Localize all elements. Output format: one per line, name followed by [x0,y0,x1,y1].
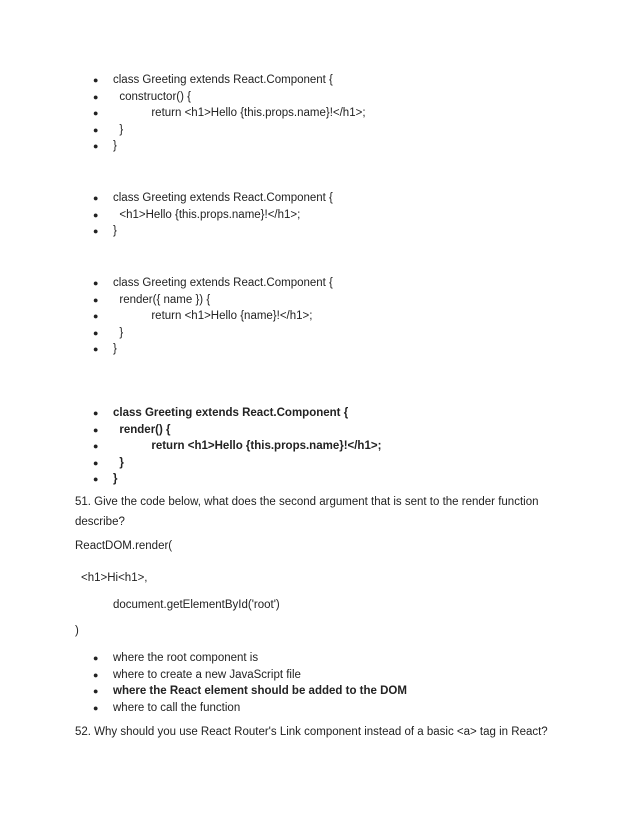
bullet: ● [93,408,99,418]
document-page: ● class Greeting extends React.Component { ● constructor() { ● return <h1>Hello {this.props.name}!</h1>; ● } ● } ● class Greeting extends React.Component { ● <h1>Hello {this.props.name}!</h1>; ● } ● class Greeting extends React.Component { ● render({ name }) { ● return <h1>Hello {name}!</h1>; ● } ● } ● class Greeting extends React.Component { ● render() { ● return <h1>Hello {this.props.name}!</h1>; ● } ● } 51. Give the code below, what does the second argument that is sent to the render function describe? ReactDOM.render( <h1>Hi<h1>, document.getElementById('root') ) ● where the root component is ● where to create a new JavaScript file ● where the React element should be added to the DOM ● where to call the function 52. Why should you use React Router's Link component instead of a basic <a> tag in React? [0,0,638,826]
bullet: ● [93,311,99,321]
bullet: ● [93,75,99,85]
bullet: ● [93,193,99,203]
bullet: ● [93,669,99,680]
bullet: ● [93,278,99,288]
code-line: <h1>Hi<h1>, [81,572,148,584]
bullet: ● [93,91,99,102]
question-51: 51. Give the code below, what does the second argument that is sent to the render function describe? [75,496,542,528]
bullet: ● [93,702,99,713]
bullet: ● [93,457,99,468]
bullet: ● [93,474,99,484]
bullet: ● [93,108,99,118]
bullet: ● [93,344,99,354]
code-line: document.getElementById('root') [113,599,280,611]
bullet: ● [93,141,99,151]
bullet: ● [93,226,99,236]
code-line: ) [75,625,79,637]
bullet: ● [93,424,99,435]
bullet: ● [93,294,99,305]
question-52: 52. Why should you use React Router's Link component instead of a basic <a> tag in React? [75,726,548,738]
bullet: ● [93,327,99,338]
bullet: ● [93,209,99,220]
bullet: ● [93,653,99,663]
bullet: ● [93,441,99,451]
bullet: ● [93,686,99,696]
code-line: ReactDOM.render( [75,540,173,552]
bullet: ● [93,124,99,135]
